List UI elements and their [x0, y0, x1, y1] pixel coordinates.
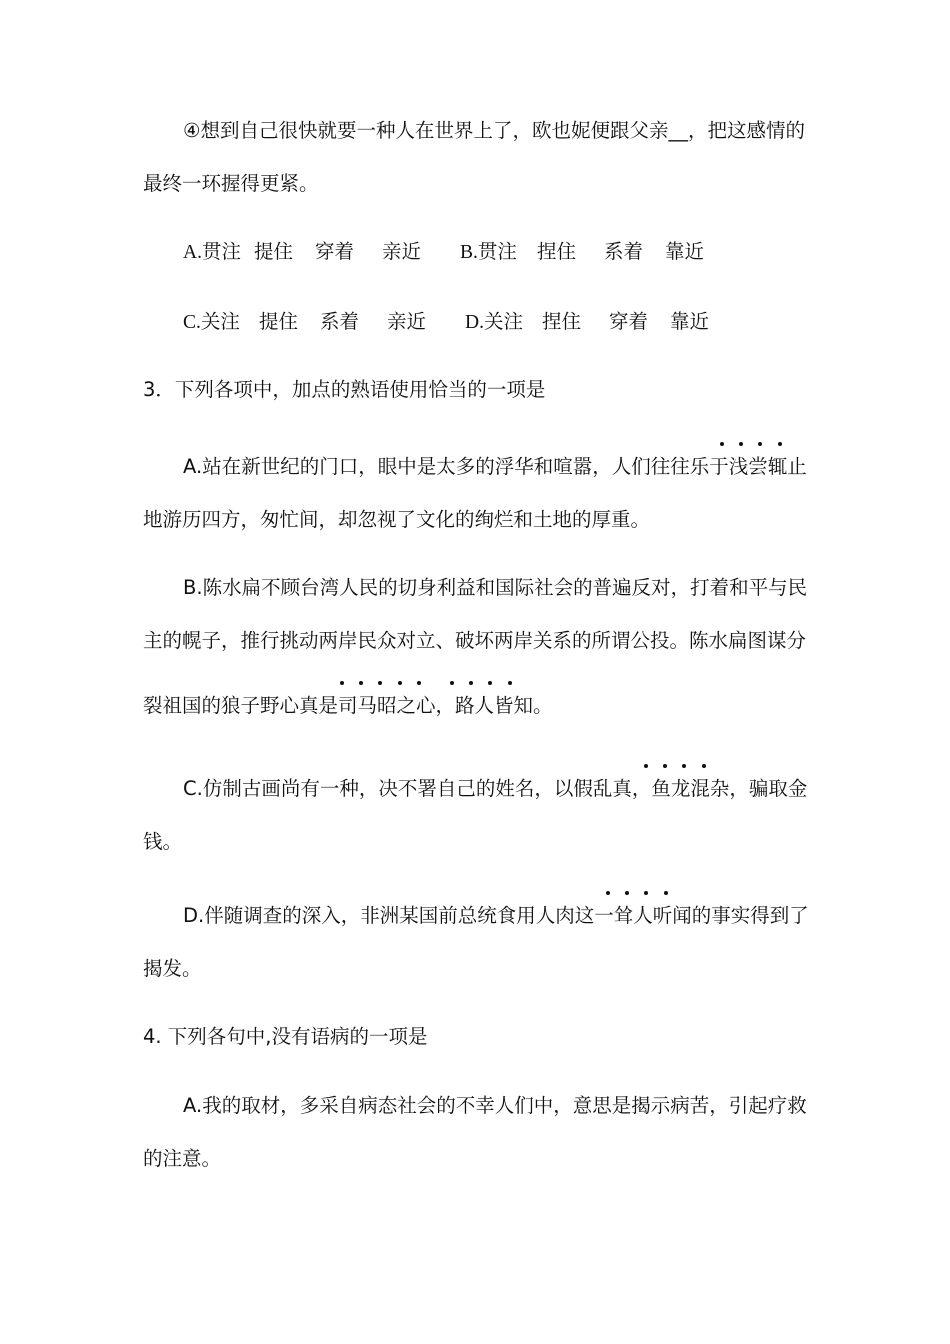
option-c-line: 钱。: [143, 830, 183, 853]
emphasis-dot: [508, 681, 512, 685]
emphasis-dot: [417, 681, 421, 685]
emphasis-dot: [450, 681, 454, 685]
emphasis-dot: [663, 764, 667, 768]
option-word: 贯注: [201, 240, 241, 263]
option-word: 贯注: [477, 240, 517, 263]
option-c: [183, 310, 240, 335]
option-word: 关注: [483, 310, 523, 333]
option-word: 亲近: [387, 310, 427, 333]
option-word: 关注: [200, 310, 240, 333]
emphasis-dots: [718, 441, 788, 455]
emphasis-dot: [758, 442, 762, 446]
option-word: 亲近: [382, 240, 422, 263]
emphasis-dot: [644, 891, 648, 895]
option-word: 提住: [259, 310, 299, 333]
emphasis-dot: [778, 442, 782, 446]
option-a-line: A.站在新世纪的门口，眼中是太多的浮华和喧嚣，人们往往乐于浅尝辄止: [183, 455, 807, 478]
option-a-line: A.我的取材，多采自病态社会的不幸人们中，意思是揭示病苦，引起疗救: [183, 1094, 807, 1117]
paragraph-line: ④想到自己很快就要一种人在世界上了，欧也妮便跟父亲__，把这感情的: [183, 119, 805, 142]
option-b: [460, 240, 517, 265]
question-stem: 3．下列各项中，加点的熟语使用恰当的一项是: [143, 378, 546, 401]
option-letter: D.: [465, 312, 484, 333]
emphasis-dot: [606, 891, 610, 895]
emphasis-dot: [739, 442, 743, 446]
emphasis-dots: [604, 890, 684, 904]
paragraph-line: 最终一环握得更紧。: [143, 172, 319, 195]
emphasis-dot: [682, 764, 686, 768]
option-letter: B.: [460, 242, 478, 263]
emphasis-dot: [340, 681, 344, 685]
option-word: 穿着: [315, 240, 355, 263]
emphasis-dot: [378, 681, 382, 685]
emphasis-dots: [338, 680, 528, 694]
option-word: 系着: [320, 310, 360, 333]
emphasis-dot: [720, 442, 724, 446]
option-b-line: 裂祖国的狼子野心真是司马昭之心，路人皆知。: [143, 694, 553, 717]
option-word: 穿着: [609, 310, 649, 333]
option-letter: C.: [183, 312, 201, 333]
option-c-line: C.仿制古画尚有一种，决不署自己的姓名，以假乱真，鱼龙混杂，骗取金: [183, 777, 808, 800]
option-word: 捏住: [542, 310, 582, 333]
option-word: 捏住: [537, 240, 577, 263]
emphasis-dot: [398, 681, 402, 685]
emphasis-dot: [359, 681, 363, 685]
question-stem: 4. 下列各句中,没有语病的一项是: [143, 1025, 428, 1048]
option-word: 靠近: [665, 240, 705, 263]
emphasis-dot: [664, 891, 668, 895]
option-word: 靠近: [670, 310, 710, 333]
option-b-line: B.陈水扁不顾台湾人民的切身利益和国际社会的普遍反对，打着和平与民: [183, 576, 808, 599]
option-b-line: 主的幌子，推行挑动两岸民众对立、破坏两岸关系的所谓公投。陈水扁图谋分: [143, 629, 807, 652]
emphasis-dots: [642, 763, 722, 777]
option-d-line: D.伴随调查的深入，非洲某国前总统食用人肉这一耸人听闻的事实得到了: [183, 904, 809, 927]
option-d-line: 揭发。: [143, 957, 202, 980]
emphasis-dot: [469, 681, 473, 685]
emphasis-dot: [488, 681, 492, 685]
option-a: [183, 240, 241, 265]
option-d: [465, 310, 523, 335]
option-word: 系着: [604, 240, 644, 263]
option-a-line: 的注意。: [143, 1147, 222, 1170]
option-a-line: 地游历四方，匆忙间，却忽视了文化的绚烂和土地的厚重。: [143, 508, 651, 531]
option-letter: A.: [183, 242, 202, 263]
emphasis-dot: [644, 764, 648, 768]
option-word: 提住: [254, 240, 294, 263]
emphasis-dot: [625, 891, 629, 895]
emphasis-dot: [702, 764, 706, 768]
